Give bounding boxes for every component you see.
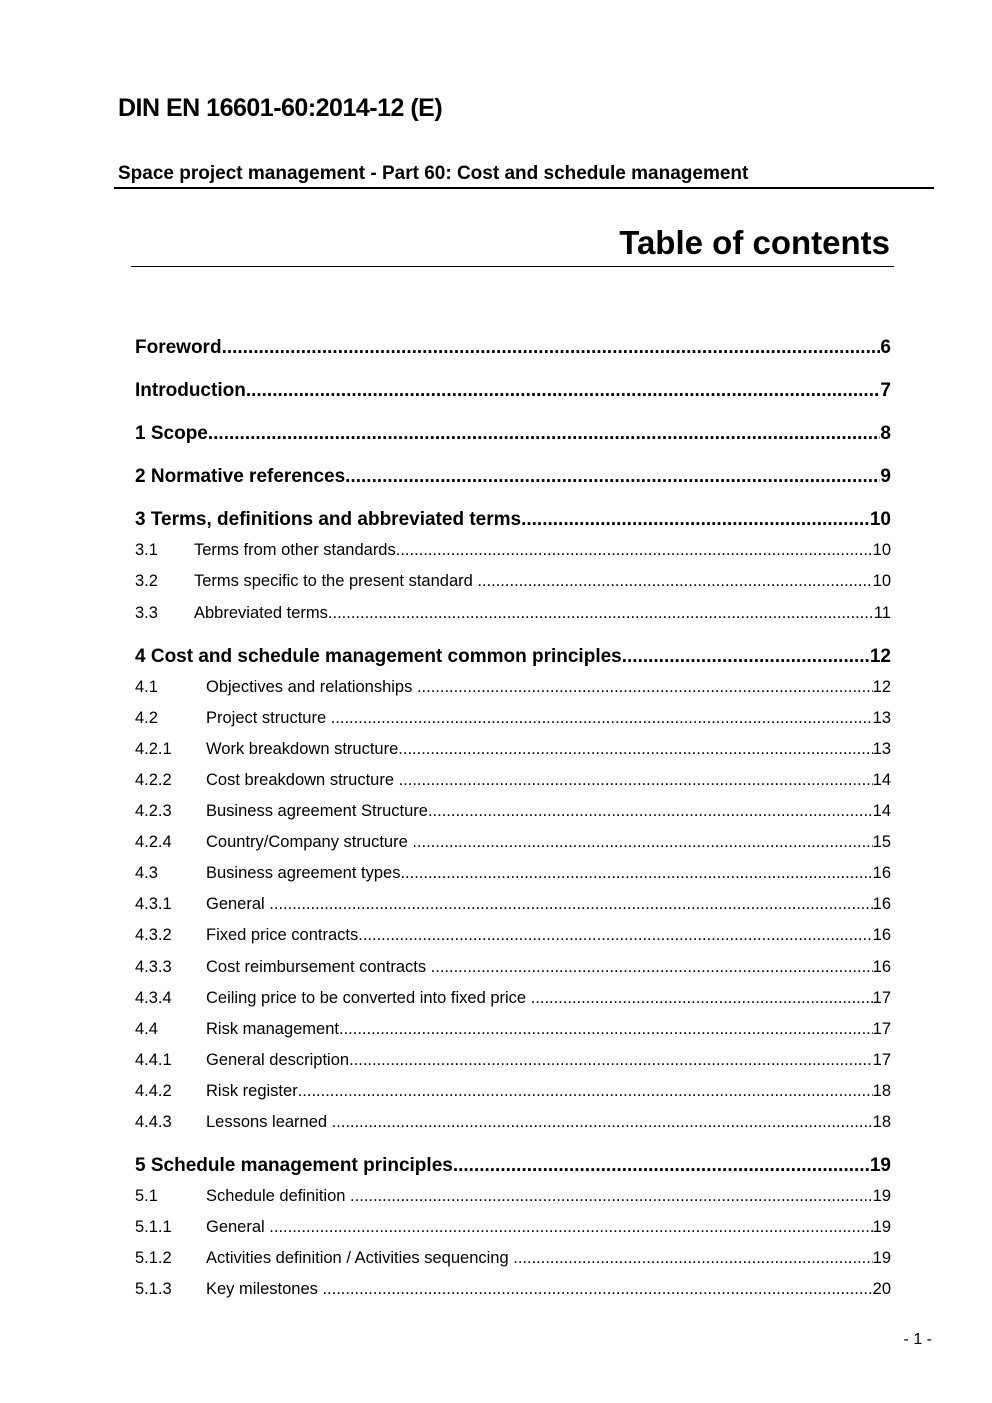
toc-dot-leader	[322, 1280, 872, 1299]
toc-entry-title: General	[206, 1218, 270, 1236]
toc-dot-leader	[222, 337, 881, 359]
toc-dot-leader	[513, 1249, 872, 1268]
toc-section-entry[interactable]	[135, 989, 891, 1013]
toc-entry-page: 7	[880, 380, 891, 401]
toc-title-divider	[131, 266, 894, 267]
toc-entry-title: Foreword	[135, 337, 222, 358]
toc-dot-leader	[412, 833, 872, 852]
toc-entry-number: 5.1.2	[135, 1249, 172, 1267]
toc-entry-number: 4.3.3	[135, 958, 172, 976]
toc-entry-page: 10	[869, 509, 891, 530]
toc-entry-title: Cost reimbursement contracts	[206, 958, 431, 976]
toc-entry-title: General description	[206, 1051, 350, 1069]
toc-entry-number: 4.2.2	[135, 771, 172, 789]
toc-entry-title: Schedule definition	[206, 1187, 351, 1205]
toc-dot-leader	[622, 646, 870, 668]
toc-dot-leader	[399, 771, 873, 790]
toc-entry-number: 4.4.1	[135, 1051, 172, 1069]
document-id: DIN EN 16601-60:2014-12 (E)	[118, 94, 443, 122]
toc-section-entry[interactable]	[135, 1020, 891, 1044]
toc-section-entry[interactable]	[135, 709, 891, 733]
toc-entry-title: 1 Scope	[135, 423, 208, 444]
toc-entry-title: Objectives and relationships	[206, 678, 417, 696]
toc-entry-number: 4.4	[135, 1020, 158, 1038]
toc-chapter-entry[interactable]	[135, 380, 891, 404]
toc-dot-leader	[339, 1020, 873, 1039]
toc-dot-leader	[396, 541, 873, 560]
toc-entry-title: Fixed price contracts	[206, 926, 359, 944]
toc-entry-title: Abbreviated terms	[194, 604, 328, 622]
toc-entry-page: 17	[872, 989, 891, 1007]
page-number: - 1 -	[903, 1331, 932, 1348]
toc-section-entry[interactable]	[135, 1082, 891, 1106]
toc-entry-title: Lessons learned	[206, 1113, 332, 1131]
toc-entry-title: Terms from other standards	[194, 541, 396, 559]
toc-entry-page: 14	[872, 802, 891, 820]
toc-entry-number: 5.1	[135, 1187, 158, 1205]
toc-entry-title: 3 Terms, definitions and abbreviated terms	[135, 509, 522, 530]
toc-entry-number: 4.2.3	[135, 802, 172, 820]
toc-section-entry[interactable]	[135, 926, 891, 950]
toc-section-entry[interactable]	[135, 1051, 891, 1075]
toc-dot-leader	[417, 678, 873, 697]
toc-dot-leader	[208, 423, 881, 445]
toc-entry-page: 17	[872, 1051, 891, 1069]
toc-entry-title: Business agreement types	[206, 864, 401, 882]
toc-entry-page: 19	[869, 1155, 891, 1176]
toc-section-entry[interactable]	[135, 771, 891, 795]
toc-entry-title: Risk management	[206, 1020, 339, 1038]
toc-entry-page: 17	[872, 1020, 891, 1038]
toc-section-entry[interactable]	[135, 895, 891, 919]
toc-entry-page: 9	[880, 466, 891, 487]
toc-section-entry[interactable]	[135, 678, 891, 702]
toc-entry-page: 13	[872, 740, 891, 758]
toc-entry-page: 10	[872, 541, 891, 559]
toc-entry-page: 12	[872, 678, 891, 696]
toc-entry-page: 13	[872, 709, 891, 727]
toc-entry-title: Country/Company structure	[206, 833, 413, 851]
toc-entry-title: Risk register	[206, 1082, 298, 1100]
toc-dot-leader	[400, 864, 872, 883]
toc-entry-number: 4.3.1	[135, 895, 172, 913]
toc-dot-leader	[350, 1187, 873, 1206]
toc-entry-page: 18	[872, 1082, 891, 1100]
toc-entry-page: 16	[872, 958, 891, 976]
toc-entry-page: 18	[872, 1113, 891, 1131]
toc-entry-page: 20	[872, 1280, 891, 1298]
toc-section-entry[interactable]	[135, 802, 891, 826]
toc-entry-number: 4.4.3	[135, 1113, 172, 1131]
toc-chapter-entry[interactable]	[135, 423, 891, 447]
toc-dot-leader	[331, 709, 873, 728]
toc-dot-leader	[358, 926, 872, 945]
toc-section-entry[interactable]	[135, 833, 891, 857]
toc-entry-number: 4.2.1	[135, 740, 172, 758]
toc-entry-page: 16	[872, 895, 891, 913]
toc-entry-title: Activities definition / Activities sequencing	[206, 1249, 514, 1267]
toc-entry-number: 4.3.4	[135, 989, 172, 1007]
toc-entry-title: 4 Cost and schedule management common principles	[135, 646, 622, 667]
toc-dot-leader	[298, 1082, 873, 1101]
toc-dot-leader	[328, 604, 874, 623]
toc-entry-number: 3.3	[135, 604, 158, 622]
toc-entry-title: Ceiling price to be converted into fixed price	[206, 989, 531, 1007]
toc-entry-page: 19	[872, 1218, 891, 1236]
toc-entry-title: Terms specific to the present standard	[194, 572, 478, 590]
toc-section-entry[interactable]	[135, 740, 891, 764]
toc-entry-number: 5.1.1	[135, 1218, 172, 1236]
toc-section-entry[interactable]	[135, 1249, 891, 1273]
toc-dot-leader	[428, 802, 873, 821]
toc-entry-title: Introduction	[135, 380, 246, 401]
document-subtitle: Space project management - Part 60: Cost and schedule management	[118, 163, 749, 184]
toc-entry-title: Work breakdown structure	[206, 740, 399, 758]
toc-entry-page: 14	[872, 771, 891, 789]
header-divider	[114, 187, 934, 189]
toc-section-entry[interactable]	[135, 604, 891, 628]
toc-dot-leader	[477, 572, 872, 591]
toc-section-entry[interactable]	[135, 541, 891, 565]
toc-section-entry[interactable]	[135, 1280, 891, 1304]
toc-entry-number: 3.2	[135, 572, 158, 590]
toc-dot-leader	[332, 1113, 873, 1132]
toc-dot-leader	[398, 740, 872, 759]
toc-entry-page: 12	[869, 646, 891, 667]
toc-entry-number: 3.1	[135, 541, 158, 559]
toc-section-entry[interactable]	[135, 1113, 891, 1137]
toc-chapter-entry[interactable]	[135, 509, 891, 533]
toc-section-entry[interactable]	[135, 1187, 891, 1211]
toc-section-entry[interactable]	[135, 572, 891, 596]
toc-chapter-entry[interactable]	[135, 337, 891, 361]
toc-entry-title: Business agreement Structure	[206, 802, 428, 820]
toc-section-entry[interactable]	[135, 1218, 891, 1242]
toc-entry-page: 6	[880, 337, 891, 358]
toc-dot-leader	[453, 1155, 870, 1177]
toc-entry-number: 4.1	[135, 678, 158, 696]
toc-dot-leader	[269, 1218, 872, 1237]
toc-title: Table of contents	[619, 224, 890, 261]
toc-dot-leader	[269, 895, 872, 914]
toc-entry-number: 4.3	[135, 864, 158, 882]
toc-entry-title: 2 Normative references	[135, 466, 346, 487]
toc-entry-page: 16	[872, 926, 891, 944]
toc-chapter-entry[interactable]	[135, 466, 891, 490]
toc-chapter-entry[interactable]	[135, 646, 891, 670]
toc-entry-title: General	[206, 895, 270, 913]
toc-section-entry[interactable]	[135, 864, 891, 888]
toc-dot-leader	[246, 380, 881, 402]
toc-dot-leader	[521, 509, 870, 531]
toc-entry-page: 15	[872, 833, 891, 851]
toc-dot-leader	[345, 466, 880, 488]
toc-dot-leader	[431, 958, 873, 977]
toc-entry-number: 4.2.4	[135, 833, 172, 851]
toc-entry-number: 5.1.3	[135, 1280, 172, 1298]
toc-entry-page: 16	[872, 864, 891, 882]
toc-section-entry[interactable]	[135, 958, 891, 982]
toc-entry-title: Key milestones	[206, 1280, 323, 1298]
toc-entry-page: 19	[872, 1187, 891, 1205]
toc-chapter-entry[interactable]	[135, 1155, 891, 1179]
toc-entry-title: Project structure	[206, 709, 331, 727]
toc-dot-leader	[531, 989, 873, 1008]
toc-entry-page: 11	[873, 604, 891, 622]
toc-entry-title: 5 Schedule management principles	[135, 1155, 453, 1176]
toc-entry-number: 4.2	[135, 709, 158, 727]
toc-dot-leader	[349, 1051, 873, 1070]
toc-entry-number: 4.3.2	[135, 926, 172, 944]
toc-entry-number: 4.4.2	[135, 1082, 172, 1100]
toc-entry-page: 8	[880, 423, 891, 444]
toc-entry-title: Cost breakdown structure	[206, 771, 399, 789]
toc-entry-page: 19	[872, 1249, 891, 1267]
toc-entry-page: 10	[872, 572, 891, 590]
